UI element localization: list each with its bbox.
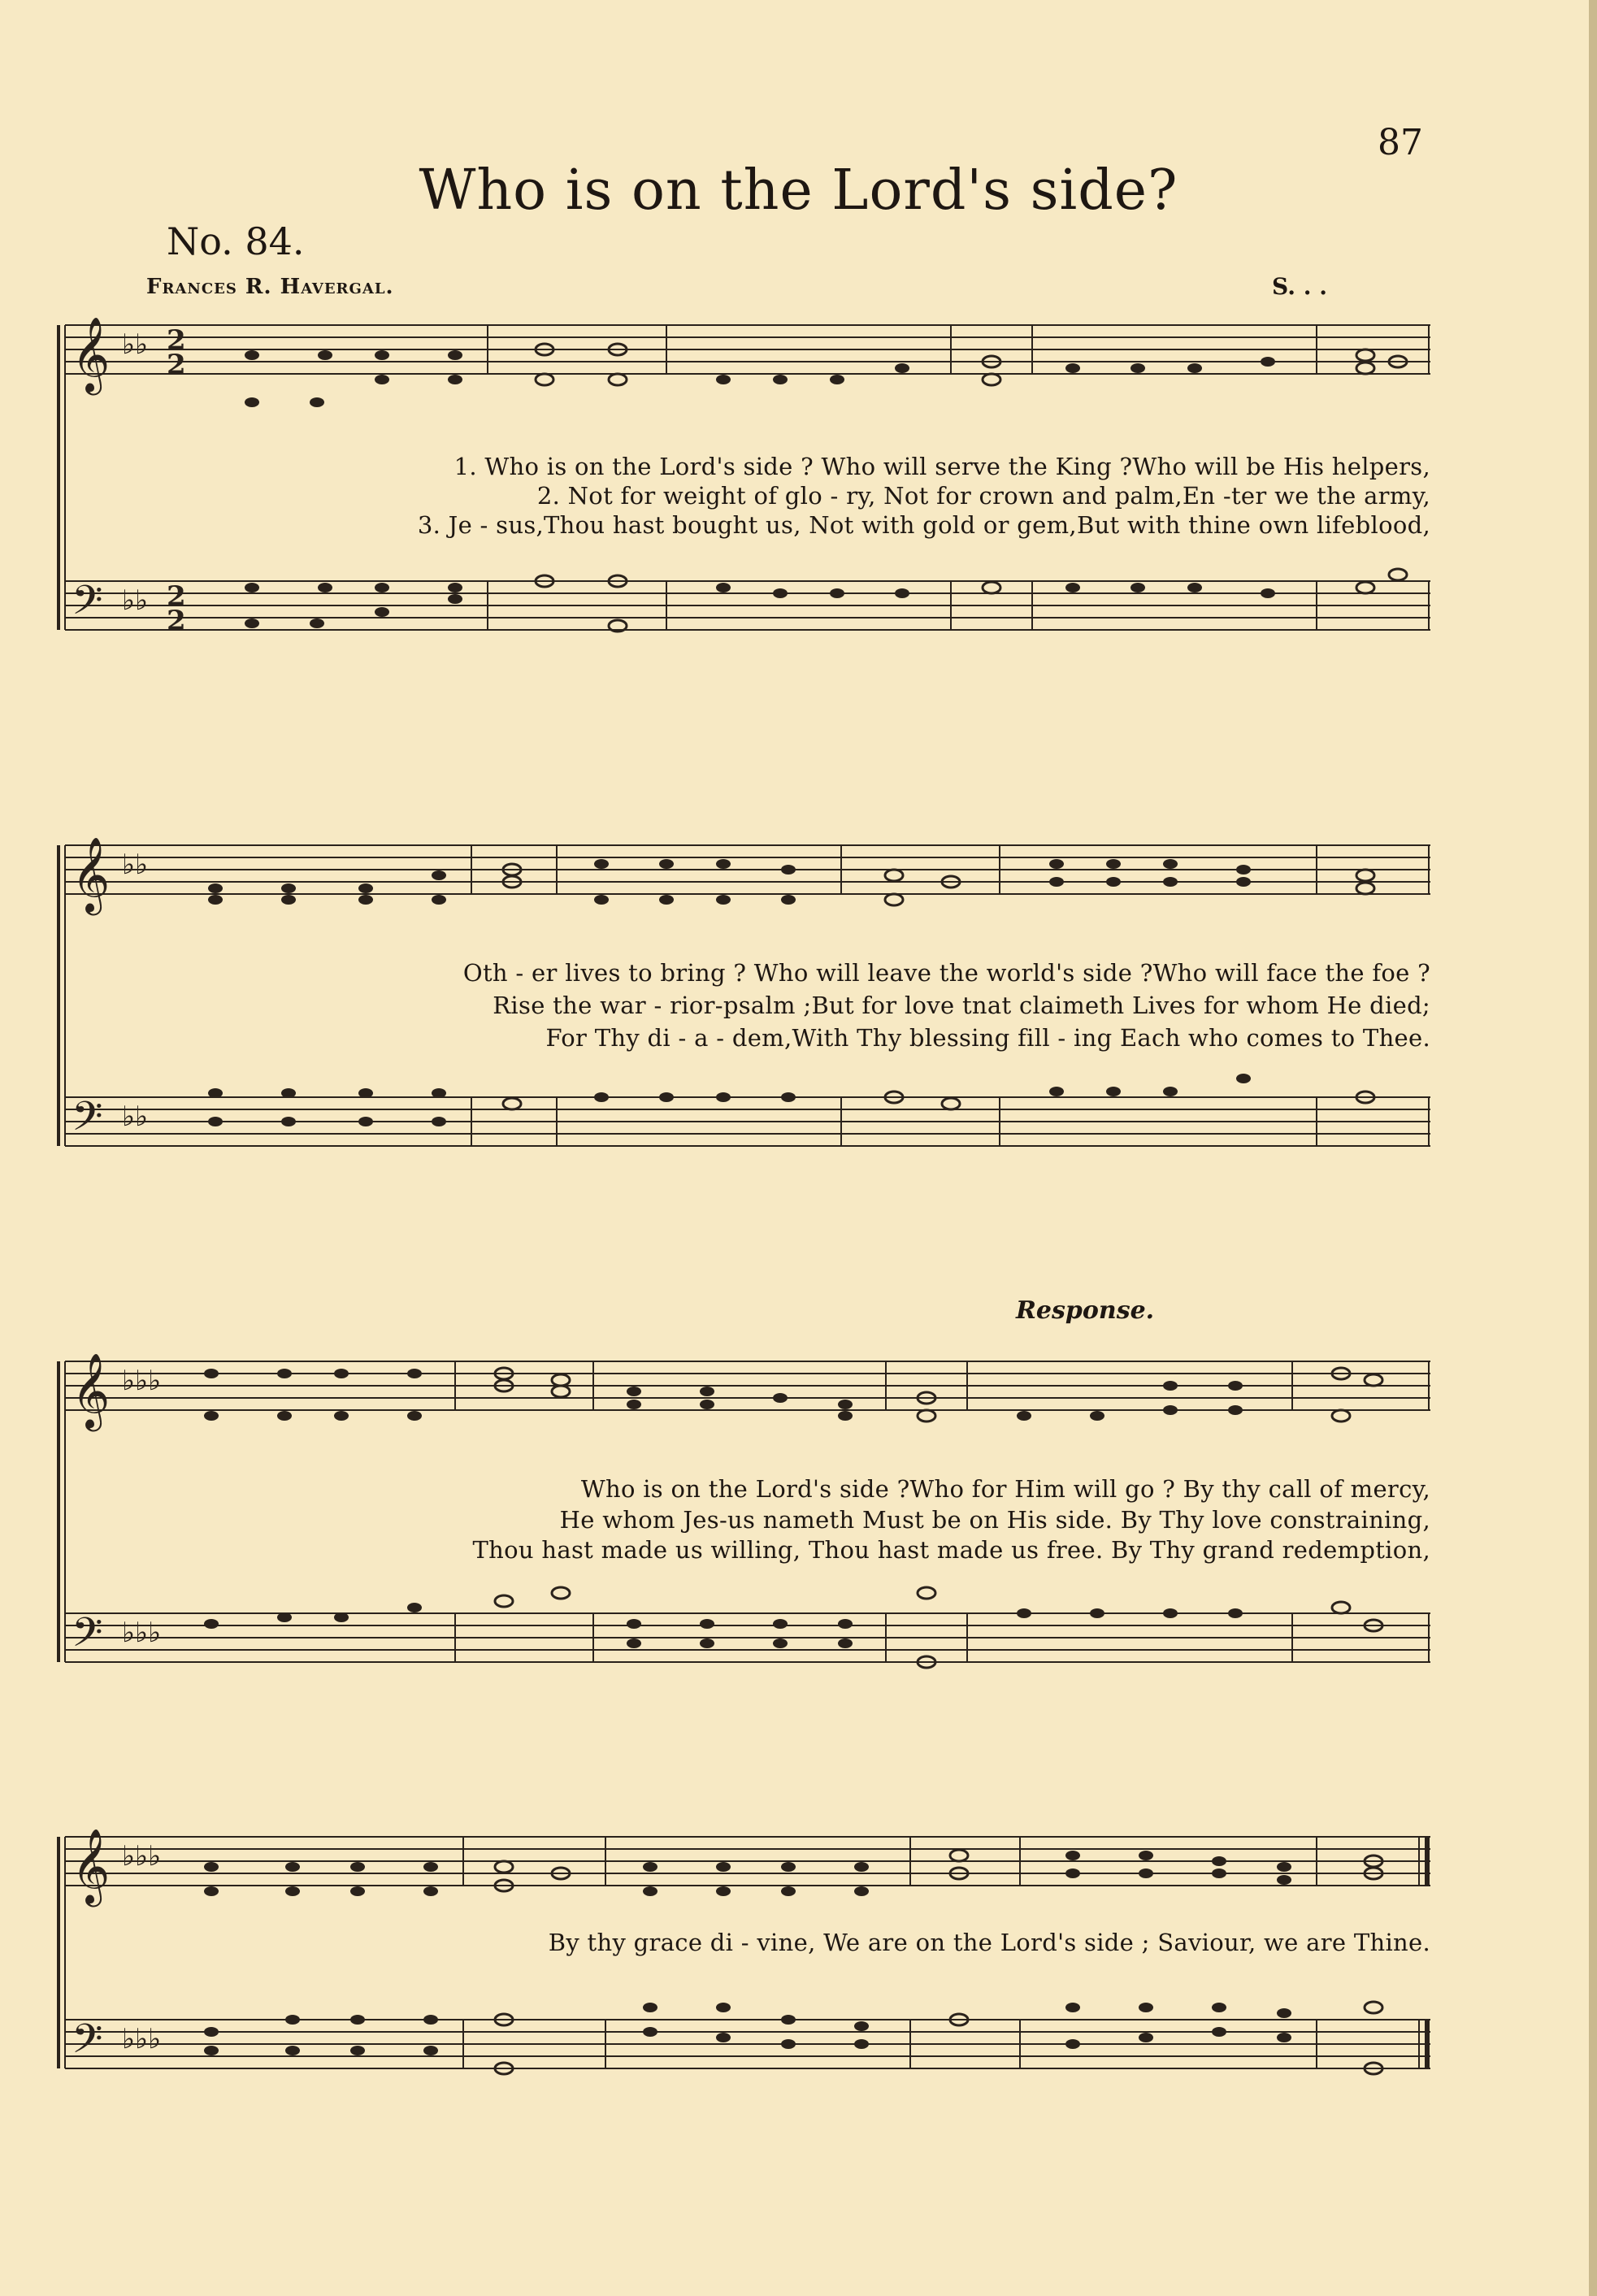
lyric-line: Oth - er lives to bring ? Who will leave the world's side ?Who will face the foe ? (462, 959, 1430, 987)
lyric-line: Rise the war - rior-psalm ;But for love tnat claimeth Lives for whom He died; (493, 992, 1430, 1019)
svg-text:2: 2 (167, 605, 186, 637)
svg-text:♭♭: ♭♭ (122, 849, 149, 881)
svg-text:♭♭: ♭♭ (122, 328, 149, 361)
response-label: Response. (1016, 1296, 1155, 1325)
lyric-line: By thy grace di - vine, We are on the Lord's side ; Saviour, we are Thine. (548, 1929, 1430, 1956)
svg-text:♭♭♭: ♭♭♭ (122, 2023, 162, 2055)
author-credit: Frances R. Havergal. (146, 275, 394, 299)
lyric-line: 2. Not for weight of glo - ry, Not for crown and palm,En -ter we the army, (536, 482, 1430, 510)
svg-text:♭♭: ♭♭ (122, 584, 149, 617)
staff-notation (49, 1825, 1430, 2117)
lyric-line: 3. Je - sus,Thou hast bought us, Not with gold or gem,But with thine own lifeblood, (417, 511, 1430, 539)
svg-text:𝄞: 𝄞 (72, 1828, 111, 1903)
svg-text:2: 2 (167, 324, 186, 357)
svg-text:♭♭: ♭♭ (122, 1100, 149, 1133)
lyric-line: Who is on the Lord's side ?Who for Him will go ? By thy call of mercy, (580, 1475, 1430, 1503)
lyric-line: Thou hast made us willing, Thou hast made us free. By Thy grand redemption, (472, 1536, 1430, 1564)
staff-notation (49, 833, 1430, 1207)
svg-text:♭♭♭: ♭♭♭ (122, 1840, 162, 1873)
music-system-4 (49, 1825, 1430, 2117)
lyric-line: 1. Who is on the Lord's side ? Who will serve the King ?Who will be His helpers, (453, 453, 1430, 480)
svg-text:𝄞: 𝄞 (72, 316, 111, 392)
svg-text:𝄢: 𝄢 (72, 1609, 103, 1666)
svg-text:𝄢: 𝄢 (72, 2016, 103, 2072)
music-system-2 (49, 833, 1430, 1207)
hymn-title: Who is on the Lord's side? (419, 158, 1178, 223)
svg-text:𝄢: 𝄢 (72, 1093, 103, 1150)
hymn-number: No. 84. (167, 219, 305, 263)
tune-mark: S. . . (1272, 273, 1327, 300)
svg-text:2: 2 (167, 580, 186, 613)
page-edge (1589, 0, 1597, 2296)
svg-text:𝄢: 𝄢 (72, 577, 103, 634)
page-number: 87 (1378, 122, 1423, 163)
music-system-1 (49, 313, 1430, 703)
lyric-line: For Thy di - a - dem,With Thy blessing fill - ing Each who comes to Thee. (545, 1024, 1430, 1052)
music-system-3 (49, 1349, 1430, 1723)
svg-text:𝄞: 𝄞 (72, 1352, 111, 1428)
svg-text:♭♭♭: ♭♭♭ (122, 1365, 162, 1397)
svg-text:𝄞: 𝄞 (72, 836, 111, 912)
svg-text:♭♭♭: ♭♭♭ (122, 1617, 162, 1649)
lyric-line: He whom Jes-us nameth Must be on His side. By Thy love constraining, (559, 1506, 1430, 1534)
svg-text:2: 2 (167, 349, 186, 381)
